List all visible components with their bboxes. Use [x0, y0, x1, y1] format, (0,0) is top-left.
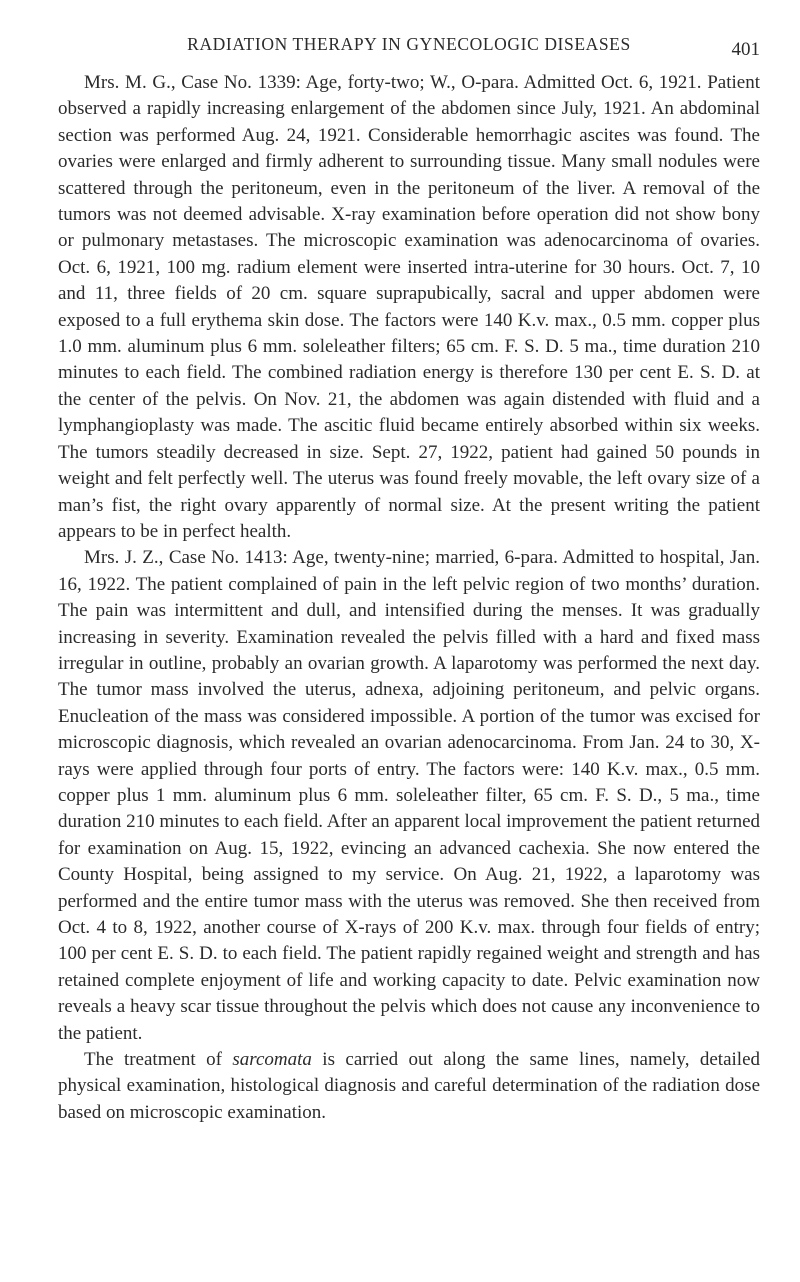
paragraph-case-1339: Mrs. M. G., Case No. 1339: Age, forty-two; W., O-para. Admitted Oct. 6, 1921. Patient observed a rapidly increasing enlargement of the abdomen since July, 1921. An abdominal section was performed Aug. 24, 1921. Considerable hemorrhagic ascites was found. The ovaries were enlarged and firmly adherent to surrounding tissue. Many small nodules were scattered through the peritoneum, even in the peritoneum of the liver. A removal of the tumors was not deemed advisable. X-ray examination before operation did not show bony or pulmonary metastases. The microscopic examination was adenocarcinoma of ovaries. Oct. 6, 1921, 100 mg. radium element were inserted intra-uterine for 30 hours. Oct. 7, 10 and 11, three fields of 20 cm. square suprapubically, sacral and upper abdomen were exposed to a full erythema skin dose. The factors were 140 K.v. max., 0.5 mm. copper plus 1.0 mm. aluminum plus 6 mm. soleleather filters; 65 cm. F. S. D. 5 ma., time duration 210 minutes to each field. The combined radiation energy is therefore 130 per cent E. S. D. at the center of the pelvis. On Nov. 21, the abdomen was again distended with fluid and a lymphangioplasty was made. The ascitic fluid became entirely absorbed within six weeks. The tumors steadily decreased in size. Sept. 27, 1922, patient had gained 50 pounds in weight and felt perfectly well. The uterus was found freely movable, the left ovary size of a man’s fist, the right ovary apparently of normal size. At the present writing the patient appears to be in perfect health. [58, 72, 760, 542]
body-text [58, 70, 760, 1126]
running-title: RADIATION THERAPY IN GYNECOLOGIC DISEASES [187, 34, 631, 54]
sarcomata-text-before: The treatment of [84, 1049, 233, 1071]
sarcomata-italic-term: sarcomata [232, 1049, 312, 1071]
running-head [58, 26, 760, 58]
sarcomata-text-after: is carried out along the same lines, namely, detailed physical examination, histological diagnosis and careful determination of the radiation dose based on microscopic examination. [58, 1049, 760, 1123]
paragraph-case-1413: Mrs. J. Z., Case No. 1413: Age, twenty-nine; married, 6-para. Admitted to hospital, Jan. 16, 1922. The patient complained of pain in the left pelvic region of two months’ duration. The pain was intermittent and dull, and intensified during the menses. It was gradually increasing in severity. Examination revealed the pelvis filled with a hard and fixed mass irregular in outline, probably an ovarian growth. A laparotomy was performed the next day. The tumor mass involved the uterus, adnexa, adjoining peritoneum, and pelvic organs. Enucleation of the mass was considered impossible. A portion of the tumor was excised for microscopic diagnosis, which revealed an ovarian adenocarcinoma. From Jan. 24 to 30, X-rays were applied through four ports of entry. The factors were: 140 K.v. max., 0.5 mm. copper plus 1 mm. aluminum plus 6 mm. soleleather filter, 65 cm. F. S. D., 5 ma., time duration 210 minutes to each field. After an apparent local improvement the patient returned for examination on Aug. 15, 1922, evincing an advanced cachexia. She now entered the County Hospital, being assigned to my service. On Aug. 21, 1922, a laparotomy was performed and the entire tumor mass with the uterus was removed. She then received from Oct. 4 to 8, 1922, another course of X-rays of 200 K.v. max. through four fields of entry; 100 per cent E. S. D. to each field. The patient rapidly regained weight and strength and has retained complete enjoyment of life and working capacity to date. Pelvic examination now reveals a heavy scar tissue throughout the pelvis which does not cause any inconvenience to the patient. [58, 547, 760, 1044]
page-number: 401 [731, 39, 760, 60]
paragraph-sarcomata [58, 1047, 760, 1126]
